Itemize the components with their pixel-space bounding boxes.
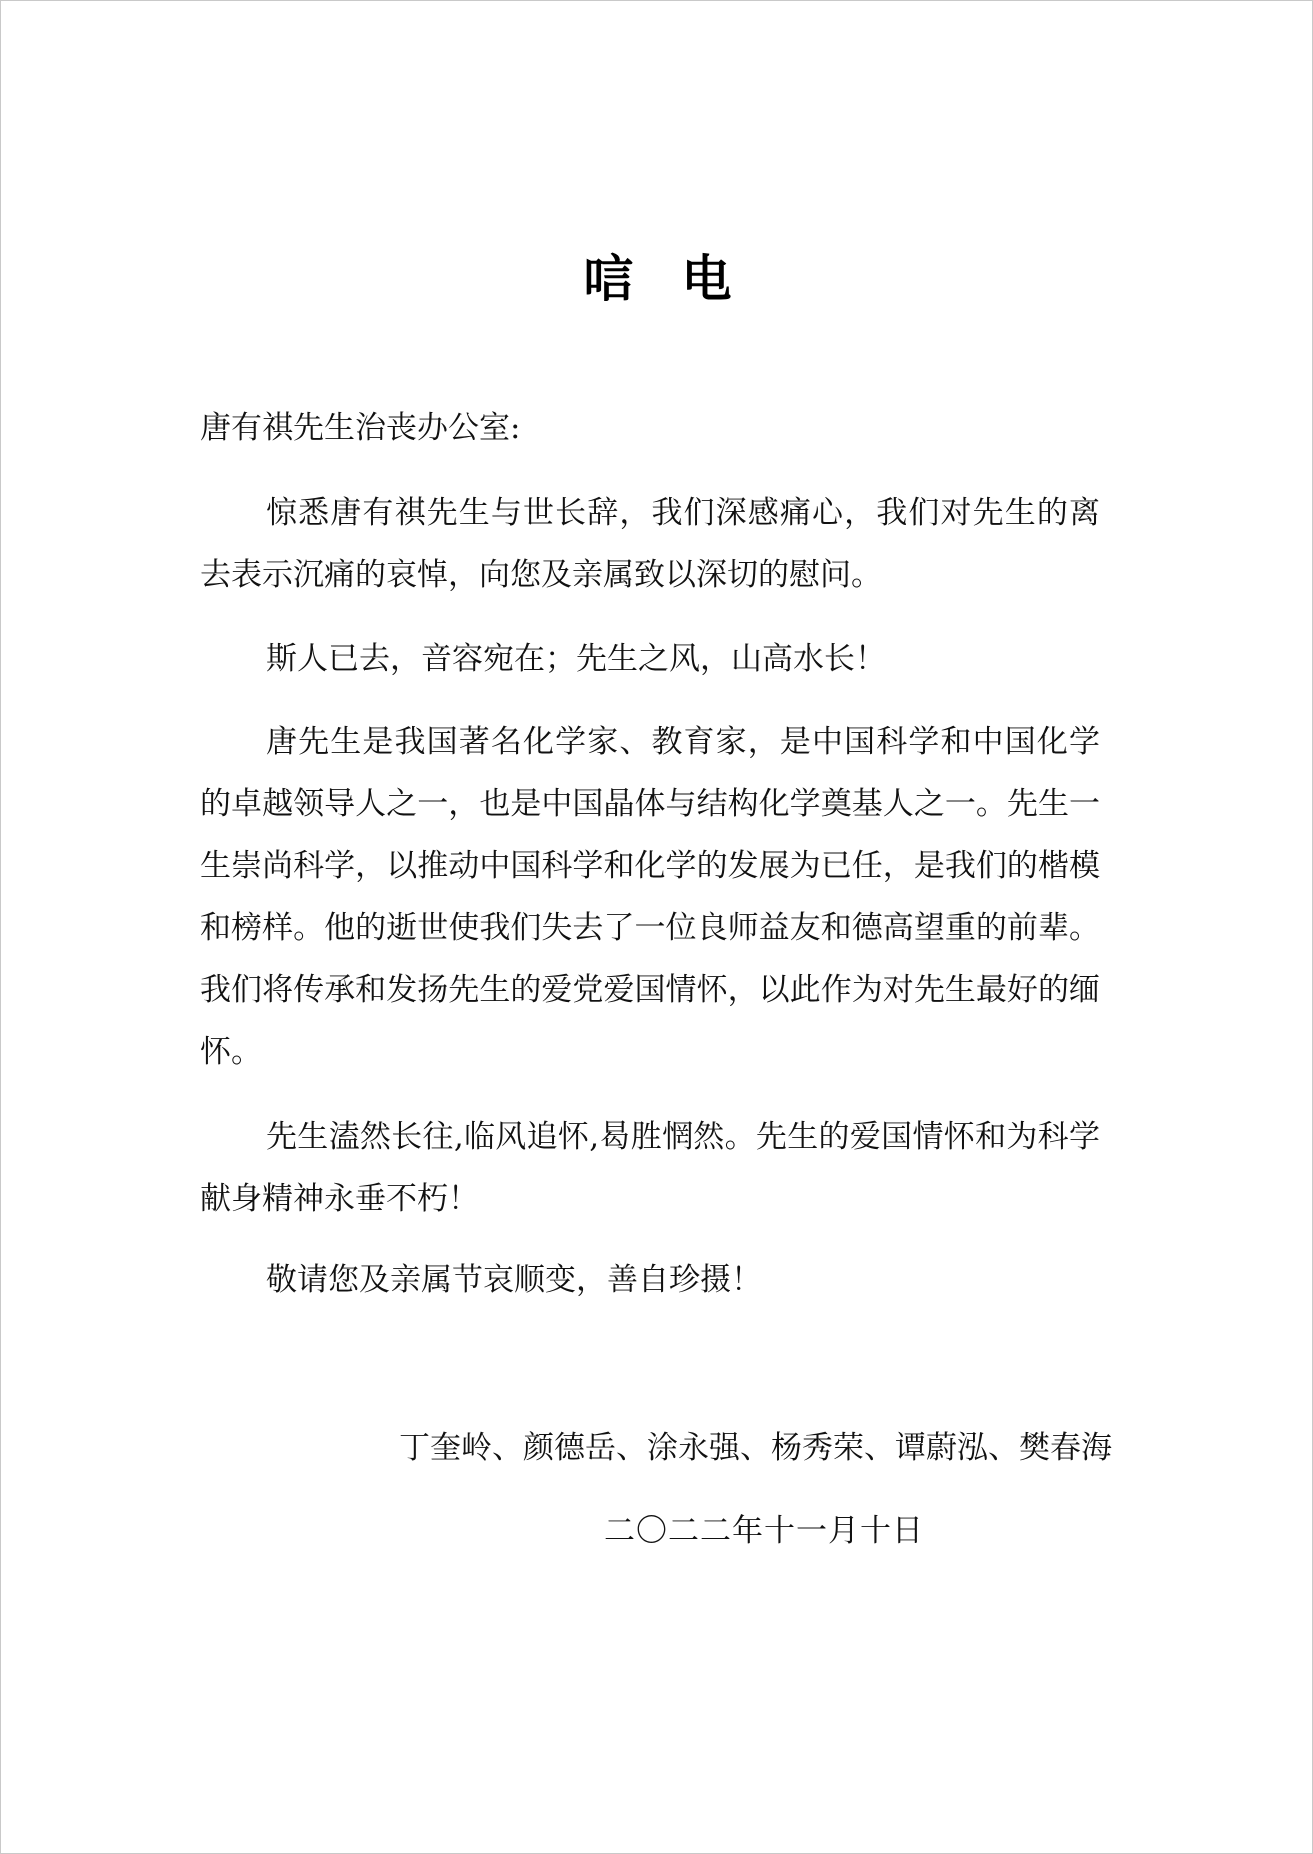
paragraph-condolence: 惊悉唐有祺先生与世长辞，我们深感痛心，我们对先生的离去表示沉痛的哀悼，向您及亲属致以深切的慰问。 xyxy=(200,495,1100,593)
paragraph-closing: 敬请您及亲属节哀顺变，善自珍摄！ xyxy=(266,1262,762,1298)
salutation: 唐有祺先生治丧办公室: xyxy=(200,410,521,446)
paragraph-remembrance: 先生溘然长往,临风追怀,曷胜惘然。先生的爱国情怀和为科学献身精神永垂不朽！ xyxy=(200,1119,1100,1217)
signers: 丁奎岭、颜德岳、涂永强、杨秀荣、谭蔚泓、樊春海 xyxy=(399,1430,1112,1466)
paragraph-tribute: 斯人已去，音容宛在；先生之风，山高水长！ xyxy=(266,641,886,677)
document-date: 二〇二二年十一月十日 xyxy=(604,1513,924,1549)
document-title: 唁电 xyxy=(583,250,780,308)
paragraph-biography: 唐先生是我国著名化学家、教育家，是中国科学和中国化学的卓越领导人之一，也是中国晶体与结构化学奠基人之一。先生一生崇尚科学，以推动中国科学和化学的发展为已任，是我们的楷模和榜样。他的逝世使我们失去了一位良师益友和德高望重的前辈。我们将传承和发扬先生的爱党爱国情怀，以此作为对先生最好的缅怀。 xyxy=(200,724,1100,1070)
